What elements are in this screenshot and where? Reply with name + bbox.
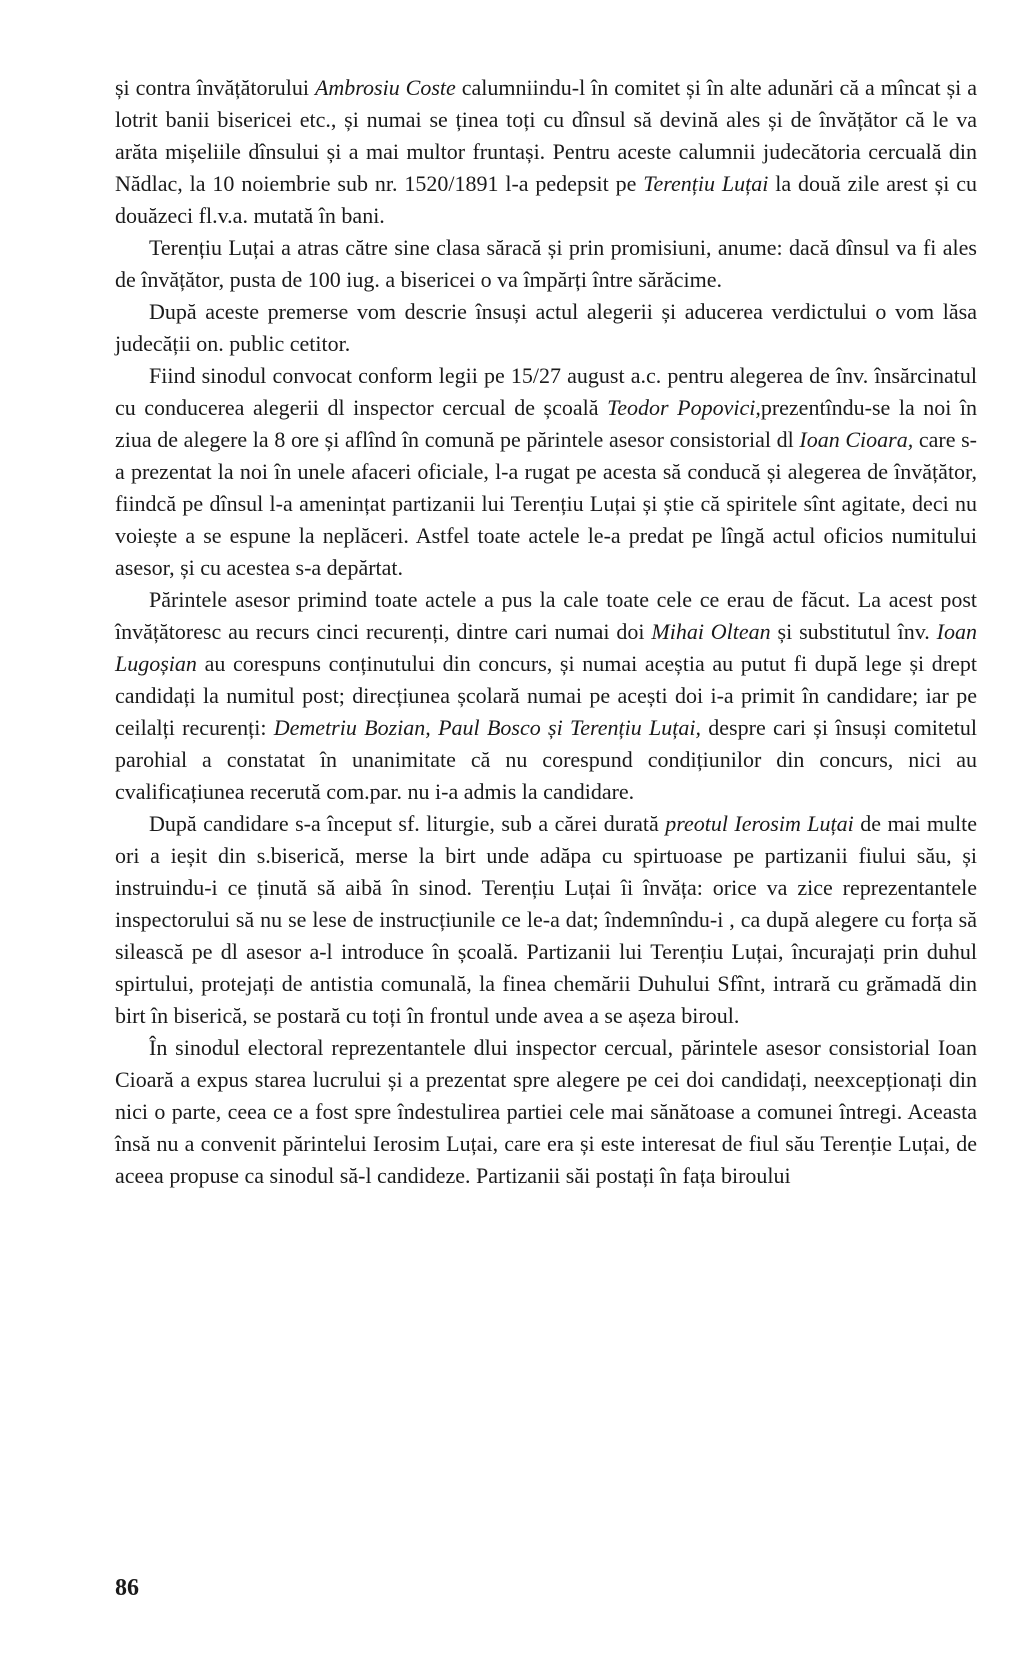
italic-text: preotul Ierosim Luțai [665,811,854,836]
text-run: În sinodul electoral reprezentantele dlui inspector cercual, părintele asesor consistorial Ioan Cioară a expus starea lucrului și a prezentat spre alegere pe cei doi candidați, neexcepționați din nici o parte, ceea ce a fost spre îndestulirea partiei cele mai sănătoase a comunei întregi. Aceasta însă nu a convenit părintelui Ierosim Luțai, care era și este interesat de fiul său Terenție Luțai, de aceea propuse ca sinodul să-l candideze. Partizanii săi postați în fața biroului [115,1035,977,1188]
text-run: Terențiu Luțai a atras către sine clasa săracă și prin promisiuni, anume: dacă dînsul va fi ales de învățător, pusta de 100 iug. a bisericei o va împărți între sărăcime. [115,235,977,292]
text-run: și contra învățătorului [115,75,315,100]
text-run: au corespuns conținutului din concurs, și numai aceștia au putut fi după lege și drept candidați la numitul post; direcțiunea școlară numai pe acești doi i-a primit în candidare; iar pe ceilalți recurenți: [115,651,977,740]
paragraph [115,232,977,296]
text-run: Părintele asesor primind toate actele a pus la cale toate cele ce erau de făcut. La acest post învățătoresc au recurs cinci recurenți, dintre cari numai doi [115,587,977,644]
paragraph [115,584,977,808]
text-run: calumniindu-l în comitet și în alte adunări că a mîncat și a lotrit banii bisericei etc., și numai se ținea toți cu dînsul să devină ales și de învățător că le va arăta mișeliile dînsului și a mai multor fruntași. Pentru aceste calumnii judecătoria cercuală din Nădlac, la 10 noiembrie sub nr. 1520/1891 l-a pedepsit pe [115,75,978,196]
italic-text: Ioan Lugoșian [115,619,977,676]
italic-text: Teodor Popovici, [607,395,761,420]
text-run: După aceste premerse vom descrie însuși actul alegerii și aducerea verdictului o vom lăsa judecății on. public cetitor. [115,299,977,356]
italic-text: Mihai Oltean [651,619,771,644]
paragraph [115,808,977,1032]
paragraph [115,360,977,584]
paragraph [115,296,977,360]
paragraph [115,1032,977,1192]
text-run: prezentîndu-se la noi în ziua de alegere la 8 ore și aflînd în comună pe părintele asesor consistorial dl [115,395,978,452]
text-run: Fiind sinodul convocat conform legii pe 15/27 august a.c. pentru alegerea de înv. însărcinatul cu conducerea alegerii dl inspector cercual de școală [115,363,977,420]
text-run: despre cari și însuși comitetul parohial a constatat în unanimitate că nu corespund condițiunilor din concurs, nici au cvalificațiunea recerută com.par. nu i-a admis la candidare. [115,715,978,804]
page-number: 86 [115,1575,139,1601]
italic-text: Ambrosiu Coste [314,75,456,100]
text-run: la două zile arest și cu douăzeci fl.v.a. mutată în bani. [115,171,977,228]
text-run: care s-a prezentat la noi în unele afaceri oficiale, l-a rugat pe acesta să conducă și alegerea de învățător, fiindcă pe dînsul l-a amenințat partizanii lui Terențiu Luțai și știe că spiritele sînt agitate, deci nu voiește a se espune la neplăceri. Astfel toate actele le-a predat pe lîngă actul oficios numitului asesor, și cu acestea s-a depărtat. [115,427,977,580]
italic-text: Ioan Cioara, [799,427,914,452]
text-run: După candidare s-a început sf. liturgie, sub a cărei durată [149,811,666,836]
text-run: de mai multe ori a ieșit din s.biserică, merse la birt unde adăpa cu spirtuoase pe partizanii fiului său, și instruindu-i ce ținută să aibă în sinod. Terențiu Luțai îi învăța: orice va zice reprezentantele inspectorului să nu se lese de instrucțiunile ce le-a dat; îndemnîndu-i , ca după alegere cu forța să silească pe dl asesor a-l introduce în școală. Partizanii lui Terențiu Luțai, încurajați prin duhul spirtului, protejați de antistia comunală, la finea chemării Duhului Sfînt, intrară cu grămadă din birt în biserică, se postară cu toți în frontul unde avea a se așeza biroul. [115,811,977,1028]
paragraph [115,72,977,232]
document-page [115,72,977,1192]
italic-text: Terențiu Luțai [643,171,769,196]
text-run: și substitutul înv. [770,619,937,644]
italic-text: Demetriu Bozian, Paul Bosco și Terențiu Luțai, [273,715,701,740]
